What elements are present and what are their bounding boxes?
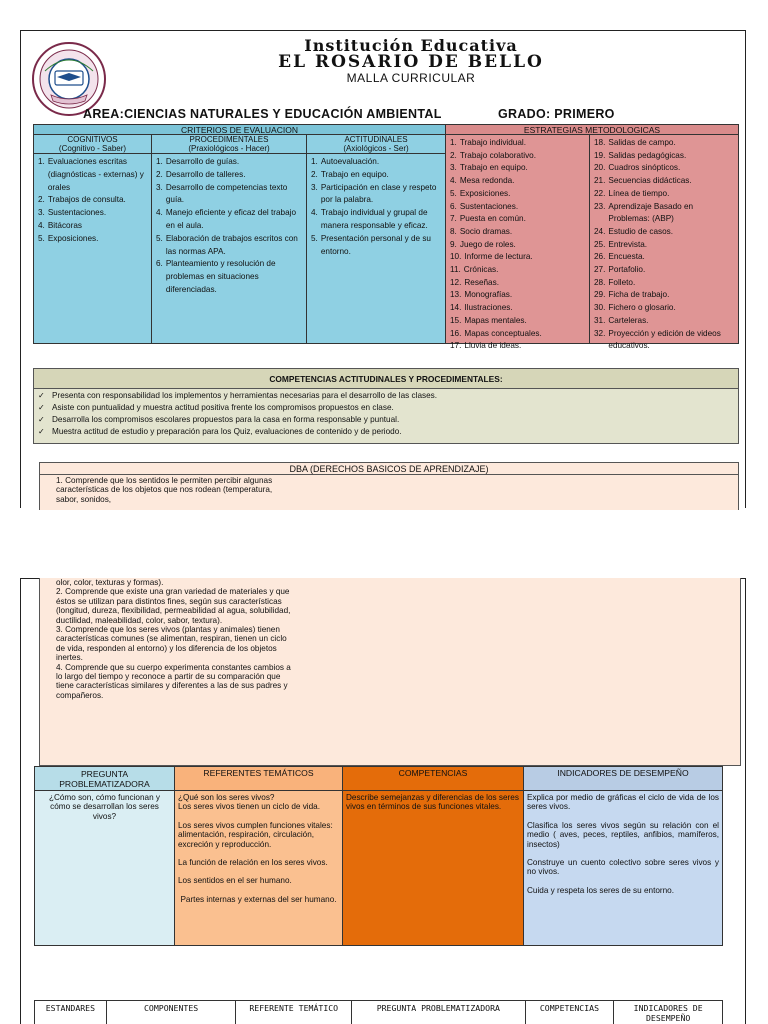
list-item	[450, 302, 587, 315]
checkmark-icon: ✓	[38, 427, 45, 436]
dba-line: 4. Comprende que su cuerpo experimenta constantes cambios a lo largo del tiempo y reconoce a partir de su comparación que tiene características similares y diferentes a las de sus padres y compañeros.	[56, 662, 291, 700]
competencia-item	[38, 402, 437, 414]
item-number: 28.	[594, 277, 606, 287]
dba-line: olor, color, texturas y formas).	[56, 578, 164, 587]
item-text: Encuesta.	[608, 252, 645, 262]
list-item	[450, 239, 587, 252]
item-number: 11.	[450, 265, 461, 275]
pregunta-header: PREGUNTA PROBLEMATIZADORA	[35, 767, 174, 791]
item-text: Cuadros sinópticos.	[608, 163, 681, 173]
item-number: 32.	[594, 328, 606, 338]
item-text: Desarrollo de competencias texto guía.	[165, 182, 288, 205]
item-text: Presentación personal y de su entorno.	[320, 233, 431, 256]
list-item	[450, 137, 587, 150]
item-text: Evaluaciones escritas (diagnósticas - externas) y orales	[47, 157, 144, 192]
pregunta-text: ¿Cómo son, cómo funcionan y cómo se desarrollan los seres vivos?	[48, 793, 161, 821]
list-item	[450, 340, 587, 353]
list-item	[594, 328, 736, 353]
item-number: 6.	[156, 259, 163, 269]
cognitivos-column	[34, 135, 152, 343]
indicador-item: Clasifica los seres vivos según su relación con el medio ( aves, peces, reptiles, anfibios, mamíferos, insectos)	[527, 820, 719, 849]
item-number: 1.	[311, 157, 318, 166]
item-number: 20.	[594, 163, 606, 173]
strategies-header: ESTRATEGIAS METODOLOGICAS	[446, 125, 738, 135]
item-text: Exposiciones.	[459, 188, 511, 198]
item-number: 18.	[594, 138, 606, 147]
list-item	[450, 188, 587, 201]
item-text: Trabajos de consulta.	[47, 195, 126, 205]
competencias-text: Describe semejanzas y diferencias de los seres vivos en términos de sus funciones vitales.	[346, 793, 519, 812]
dba-line: 3. Comprende que los seres vivos (plantas y animales) tienen características comunes (se alimentan, respiran, tienen un ciclo de vida, responden al entorno) y los diferencia de los objetos inertes.	[56, 625, 287, 663]
referente-item: ¿Qué son los seres vivos? Los seres vivos tienen un ciclo de vida.	[178, 793, 320, 812]
actitudinales-title: ACTITUDINALES	[344, 135, 408, 144]
list-item	[311, 233, 443, 259]
competencia-item	[38, 390, 437, 402]
list-item	[450, 213, 587, 226]
checkmark-icon: ✓	[38, 415, 45, 424]
referentes-header: REFERENTES TEMÁTICOS	[175, 767, 342, 791]
item-text: Sustentaciones.	[459, 201, 519, 211]
list-item	[156, 233, 304, 259]
list-item	[450, 201, 587, 214]
item-number: 2.	[156, 169, 163, 179]
competencias-header: COMPETENCIAS	[343, 767, 523, 791]
list-item	[156, 207, 304, 233]
item-number: 5.	[450, 188, 457, 198]
procedimentales-title: PROCEDIMENTALES	[189, 135, 269, 144]
list-item	[311, 169, 443, 182]
competencia-text: Asiste con puntualidad y muestra actitud positiva frente los compromisos propuestos en clase.	[52, 403, 394, 412]
item-text: Portafolio.	[608, 265, 646, 275]
item-text: Manejo eficiente y eficaz del trabajo en el aula.	[165, 208, 297, 230]
actitudinales-subtitle: (Axiológicos - Ser)	[343, 144, 409, 153]
list-item	[450, 251, 587, 264]
list-item	[38, 207, 149, 220]
standards-header-cell: ESTANDARES	[35, 1001, 107, 1024]
strategies-column-a	[446, 135, 590, 351]
list-item	[594, 239, 736, 252]
standards-header-cell: COMPONENTES	[107, 1001, 237, 1024]
item-number: 1.	[156, 157, 163, 166]
list-item	[594, 188, 736, 201]
dba-title: DBA (DERECHOS BASICOS DE APRENDIZAJE)	[40, 463, 738, 475]
item-text: Monografías.	[464, 290, 513, 300]
item-text: Desarrollo de guías.	[165, 157, 240, 166]
item-number: 24.	[594, 226, 606, 236]
item-text: Desarrollo de talleres.	[165, 169, 246, 179]
item-text: Mapas conceptuales.	[464, 328, 542, 338]
indicadores-header: INDICADORES DE DESEMPEÑO	[524, 767, 722, 791]
criteria-table	[33, 124, 739, 351]
planning-table	[34, 766, 723, 946]
item-number: 2.	[38, 195, 45, 205]
list-item	[311, 156, 443, 169]
item-number: 9.	[450, 239, 457, 249]
list-item	[594, 137, 736, 150]
item-text: Socio dramas.	[459, 226, 513, 236]
standards-header-cell: INDICADORES DE DESEMPEÑO	[633, 1003, 703, 1023]
item-text: Estudio de casos.	[608, 226, 674, 236]
list-item	[450, 289, 587, 302]
item-number: 17.	[450, 341, 462, 351]
item-text: Folleto.	[608, 277, 636, 287]
list-item	[156, 156, 304, 169]
item-text: Carteleras.	[608, 315, 649, 325]
grade-label: GRADO: PRIMERO	[498, 107, 615, 121]
list-item	[450, 150, 587, 163]
item-number: 5.	[156, 233, 163, 243]
actitudinales-column	[307, 135, 446, 343]
list-item	[38, 156, 149, 194]
item-text: Mesa redonda.	[459, 176, 515, 186]
referente-item: Los seres vivos cumplen funciones vitales: alimentación, respiración, circulación, excreción y reproducción.	[178, 820, 333, 849]
item-number: 3.	[450, 163, 457, 173]
list-item	[450, 264, 587, 277]
item-number: 4.	[450, 176, 457, 186]
referentes-column	[175, 767, 343, 945]
list-item	[450, 226, 587, 239]
item-text: Línea de tiempo.	[608, 188, 670, 198]
referentes-list	[175, 791, 342, 915]
list-item	[156, 258, 304, 296]
item-text: Mapas mentales.	[464, 315, 527, 325]
item-text: Aprendizaje Basado en Problemas: (ABP)	[608, 201, 694, 224]
item-number: 1.	[450, 138, 457, 147]
item-number: 19.	[594, 150, 606, 160]
item-text: Salidas pedagógicas.	[608, 150, 687, 160]
competencia-item	[38, 414, 437, 426]
item-number: 26.	[594, 252, 606, 262]
list-item	[450, 315, 587, 328]
list-item	[594, 302, 736, 315]
item-number: 21.	[594, 176, 606, 186]
item-number: 10.	[450, 252, 462, 262]
procedimentales-list	[152, 154, 306, 297]
list-item	[594, 289, 736, 302]
item-number: 4.	[38, 220, 45, 230]
competencias-title: COMPETENCIAS ACTITUDINALES Y PROCEDIMENTALES:	[34, 369, 738, 389]
standards-header-cell: COMPETENCIAS	[526, 1001, 615, 1024]
procedimentales-subtitle: (Praxiológicos - Hacer)	[188, 144, 270, 153]
referente-item: La función de relación en los seres vivos.	[178, 858, 328, 868]
strategies-list-b	[590, 135, 738, 353]
item-text: Trabajo en equipo.	[459, 163, 528, 173]
list-item	[38, 220, 149, 233]
list-item	[594, 315, 736, 328]
indicador-item: Construye un cuento colectivo sobre seres vivos y no vivos.	[527, 858, 719, 877]
competencia-item	[38, 426, 437, 438]
item-number: 2.	[311, 169, 318, 179]
strategies-column-b	[590, 135, 738, 351]
indicador-item: Explica por medio de gráficas el ciclo de vida de los seres vivos.	[527, 793, 719, 812]
institution-name: Institución Educativa	[304, 36, 518, 55]
item-text: Exposiciones.	[47, 233, 99, 243]
list-item	[594, 226, 736, 239]
list-item	[156, 182, 304, 208]
item-text: Trabajo en equipo.	[320, 169, 389, 179]
list-item	[450, 277, 587, 290]
item-number: 5.	[311, 233, 318, 243]
item-number: 15.	[450, 315, 462, 325]
item-number: 1.	[38, 157, 45, 166]
item-number: 3.	[156, 182, 163, 192]
document-page-1	[20, 30, 746, 508]
item-text: Participación en clase y respeto por la palabra.	[320, 182, 437, 205]
item-number: 4.	[311, 208, 318, 218]
standards-header-cell: REFERENTE TEMÁTICO	[236, 1001, 352, 1024]
item-text: Elaboración de trabajos escritos con las normas APA.	[165, 233, 298, 256]
list-item	[450, 328, 587, 341]
item-number: 8.	[450, 226, 457, 236]
pregunta-column	[35, 767, 175, 945]
item-text: Informe de lectura.	[464, 252, 533, 262]
item-number: 3.	[38, 208, 45, 218]
item-text: Ilustraciones.	[464, 303, 513, 313]
cognitivos-subtitle: (Cognitivo - Saber)	[58, 144, 127, 153]
competencias-list	[38, 390, 437, 438]
list-item	[594, 251, 736, 264]
item-number: 3.	[311, 182, 318, 192]
item-text: Sustentaciones.	[47, 208, 107, 218]
item-number: 22.	[594, 188, 606, 198]
item-number: 7.	[450, 214, 457, 224]
strategies-list-a	[446, 135, 589, 353]
checkmark-icon: ✓	[38, 403, 45, 412]
list-item	[594, 264, 736, 277]
item-text: Puesta en común.	[459, 214, 526, 224]
list-item	[594, 201, 736, 226]
referente-item: Los sentidos en el ser humano.	[178, 876, 292, 886]
dba-line: 2. Comprende que existe una gran variedad de materiales y que éstos se utilizan para distintos fines, según sus características (longitud, dureza, flexibilidad, permeabilidad al agua, solubilidad, ductilidad, maleabilidad, color, sabor, textura).	[56, 587, 291, 625]
item-number: 23.	[594, 201, 606, 211]
item-text: Ficha de trabajo.	[608, 290, 670, 300]
list-item	[156, 169, 304, 182]
actitudinales-list	[307, 154, 445, 258]
list-item	[594, 175, 736, 188]
indicadores-column	[524, 767, 722, 945]
indicador-item: Cuida y respeta los seres de su entorno.	[527, 885, 675, 895]
item-number: 2.	[450, 150, 457, 160]
competencias-column	[343, 767, 524, 945]
dba-continuation	[39, 578, 741, 766]
item-text: Trabajo individual.	[459, 138, 526, 147]
list-item	[38, 194, 149, 207]
item-text: Crónicas.	[463, 265, 499, 275]
item-text: Reseñas.	[464, 277, 499, 287]
item-number: 16.	[450, 328, 462, 338]
list-item	[311, 207, 443, 233]
item-number: 12.	[450, 277, 462, 287]
item-text: Proyección y edición de videos educativos.	[608, 328, 721, 351]
list-item	[450, 162, 587, 175]
list-item	[450, 175, 587, 188]
competencia-text: Muestra actitud de estudio y preparación para los Quiz, evaluaciones de contenido y de periodo.	[52, 427, 402, 436]
item-number: 6.	[450, 201, 457, 211]
item-number: 27.	[594, 265, 606, 275]
item-text: Bitácoras	[47, 220, 82, 230]
item-text: Secuencias didácticas.	[608, 176, 692, 186]
item-text: Salidas de campo.	[608, 138, 676, 147]
item-number: 31.	[594, 315, 606, 325]
item-number: 4.	[156, 208, 163, 218]
standards-header-cell: PREGUNTA PROBLEMATIZADORA	[352, 1001, 526, 1024]
dba-box	[39, 462, 739, 510]
item-text: Fichero o glosario.	[608, 303, 676, 313]
checkmark-icon: ✓	[38, 391, 45, 400]
item-text: Entrevista.	[608, 239, 648, 249]
competencias-box	[33, 368, 739, 444]
item-number: 13.	[450, 290, 462, 300]
item-number: 5.	[38, 233, 45, 243]
cognitivos-title: COGNITIVOS	[67, 135, 118, 144]
dba-text-part2	[56, 578, 292, 700]
item-number: 14.	[450, 303, 462, 313]
area-label: AREA:CIENCIAS NATURALES Y EDUCACIÓN AMBIENTAL	[83, 107, 442, 121]
dba-text-part1: 1. Comprende que los sentidos le permiten percibir algunas características de los objetos que nos rodean (temperatura, sabor, sonidos,	[56, 476, 273, 504]
procedimentales-column	[152, 135, 307, 343]
standards-header-row	[34, 1000, 723, 1024]
competencia-text: Desarrolla los compromisos escolares propuestos para la casa en forma responsable y puntual.	[52, 415, 400, 424]
document-title: MALLA CURRICULAR	[346, 71, 476, 85]
criteria-header: CRITERIOS DE EVALUACION	[34, 125, 446, 135]
cognitivos-list	[34, 154, 151, 246]
item-text: Juego de roles.	[459, 239, 516, 249]
competencia-text: Presenta con responsabilidad los implementos y herramientas necesarias para el desarrollo de las clases.	[52, 391, 438, 400]
item-text: Planteamiento y resolución de problemas en situaciones diferenciadas.	[165, 259, 276, 294]
referente-item: Partes internas y externas del ser humano.	[180, 894, 337, 904]
item-text: Trabajo colaborativo.	[459, 150, 536, 160]
list-item	[594, 162, 736, 175]
item-number: 30.	[594, 303, 606, 313]
list-item	[38, 233, 149, 246]
institution-subname: EL ROSARIO DE BELLO	[278, 52, 544, 72]
list-item	[594, 150, 736, 163]
item-text: Lluvia de ideas.	[464, 341, 522, 351]
school-logo	[31, 41, 107, 117]
item-text: Trabajo individual y grupal de manera responsable y eficaz.	[320, 208, 428, 230]
list-item	[311, 182, 443, 208]
item-number: 29.	[594, 290, 606, 300]
item-number: 25.	[594, 239, 606, 249]
document-page-2	[20, 578, 746, 1024]
indicadores-list	[524, 791, 722, 906]
item-text: Autoevaluación.	[320, 157, 380, 166]
list-item	[594, 277, 736, 290]
